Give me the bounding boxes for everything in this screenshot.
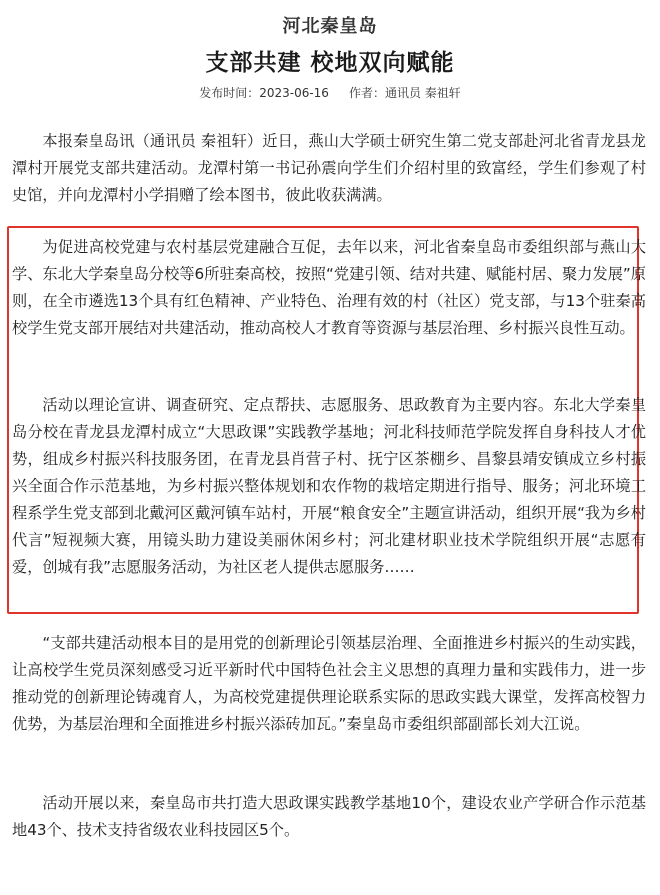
paragraph-highlight-1: 为促进高校党建与农村基层党建融合互促，去年以来，河北省秦皇岛市委组织部与燕山大学、东北大学秦皇岛分校等6所驻秦高校，按照“党建引领、结对共建、赋能村居、聚力发展”原则，在全市遴选13个具有红色精神、产业特色、治理有效的村（社区）党支部，与13个驻秦高校学生党支部开展结对共建活动，推动高校人才教育等资源与基层治理、乡村振兴良性互动。: [12, 238, 646, 337]
author-name: 通讯员 秦祖轩: [384, 86, 461, 100]
article-headline: 支部共建 校地双向赋能: [205, 50, 455, 76]
author-label: 作者：: [348, 86, 385, 100]
paragraph-quote: “支部共建活动根本目的是用党的创新理论引领基层治理、全面推进乡村振兴的生动实践，让高校学生党员深刻感受习近平新时代中国特色社会主义思想的真理力量和实践伟力，进一步推动党的创新理论铸魂育人，为高校党建提供理论联系实际的思政实践大课堂，发挥高校智力优势，为基层治理和全面推进乡村振兴添砖加瓦。”秦皇岛市委组织部副部长刘大江说。: [12, 634, 646, 733]
article-meta: [0, 84, 660, 101]
paragraph-highlight-2: 活动以理论宣讲、调查研究、定点帮扶、志愿服务、思政教育为主要内容。东北大学秦皇岛分校在青龙县龙潭村成立“大思政课”实践教学基地；河北科技师范学院发挥自身科技人才优势，组成乡村振兴科技服务团，在青龙县肖营子村、抚宁区茶棚乡、昌黎县靖安镇成立乡村振兴全面合作示范基地，为乡村振兴整体规划和农作物的栽培定期进行指导、服务；河北环境工程系学生党支部到北戴河区戴河镇车站村，开展“粮食安全”主题宣讲活动，组织开展“我为乡村代言”短视频大赛，用镜头助力建设美丽休闲乡村；河北建材职业技术学院组织开展“志愿有爱，创城有我”志愿服务活动，为社区老人提供志愿服务……: [12, 396, 646, 576]
publish-date: 2023-06-16: [259, 86, 329, 100]
article-kicker: 河北秦皇岛: [282, 16, 378, 37]
publish-label: 发布时间：: [199, 86, 260, 100]
paragraph-intro: 本报秦皇岛讯（通讯员 秦祖轩）近日，燕山大学硕士研究生第二党支部赴河北省青龙县龙潭村开展党支部共建活动。龙潭村第一书记孙震向学生们介绍村里的致富经，学生们参观了村史馆，并向龙潭村小学捐赠了绘本图书，彼此收获满满。: [12, 132, 646, 204]
paragraph-results: 活动开展以来，秦皇岛市共打造大思政课实践教学基地10个，建设农业产学研合作示范基地43个、技术支持省级农业科技园区5个。: [12, 794, 646, 839]
